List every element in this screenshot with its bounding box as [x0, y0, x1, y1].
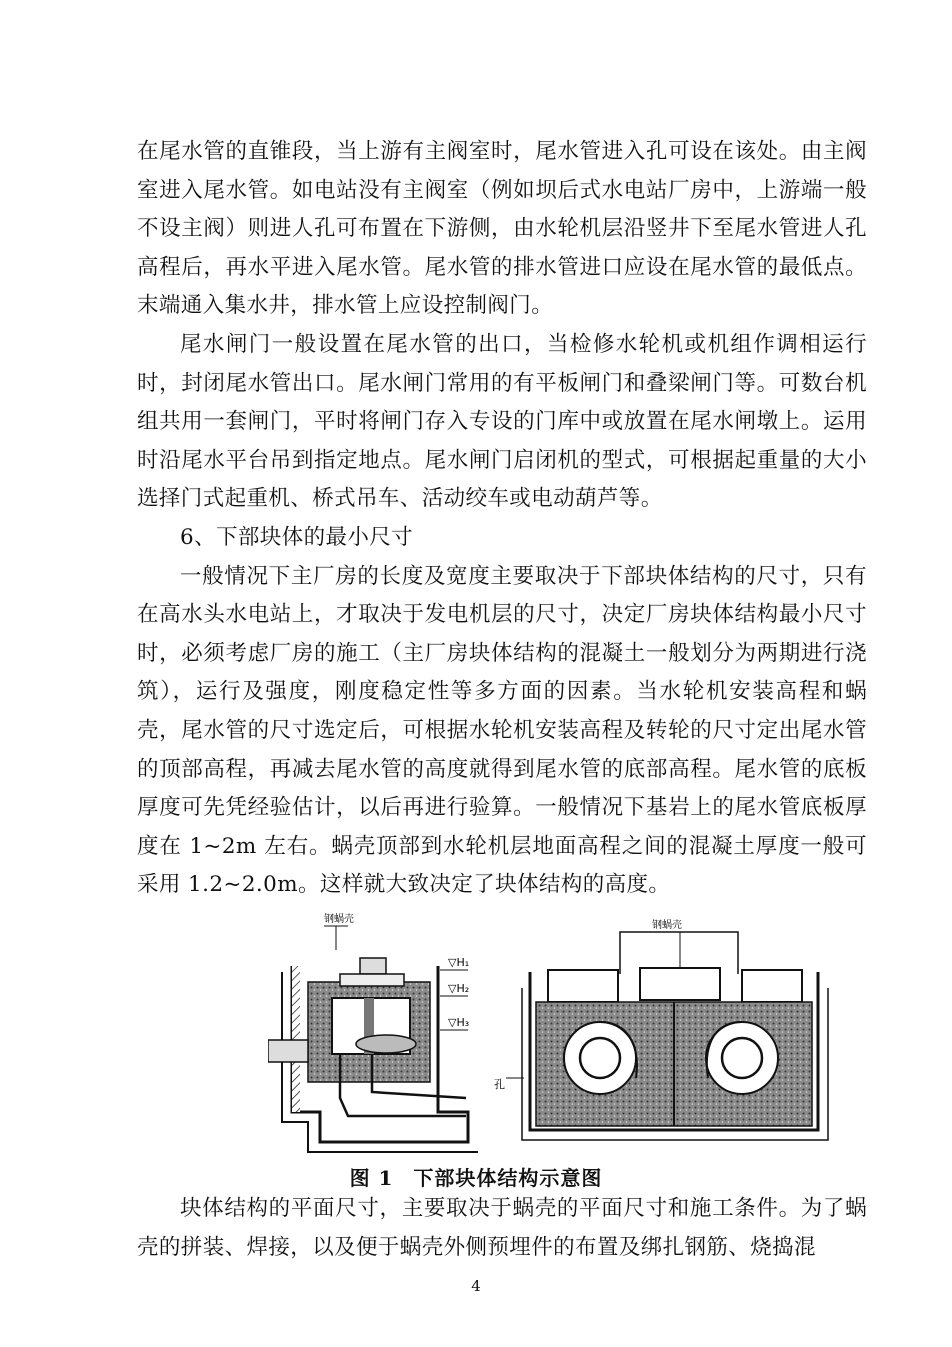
substructure-diagram-svg [268, 902, 888, 1162]
body-text-bottom [137, 1190, 867, 1267]
paragraph-min-dimensions: 一般情况下主厂房的长度及宽度主要取决于下部块体结构的尺寸，只有在高水头水电站上，才取决于发电机层的尺寸，决定厂房块体结构最小尺寸时，必须考虑厂房的施工（主厂房块体结构的混凝土一般划分为两期进行浇筑），运行及强度，刚度稳定性等多方面的因素。当水轮机安装高程和蜗壳，尾水管的尺寸选定后，可根据水轮机安装高程及转轮的尺寸定出尾水管的顶部高程，再减去尾水管的高度就得到尾水管的底部高程。尾水管的底板厚度可先凭经验估计，以后再进行验算。一般情况下基岩上的尾水管底板厚度在 1~2m 左右。蜗壳顶部到水轮机层地面高程之间的混凝土厚度一般可采用 1.2~2.0m。这样就大致决定了块体结构的高度。 [137, 563, 867, 898]
paragraph-continuation: 在尾水管的直锥段，当上游有主阀室时，尾水管进入孔可设在该处。由主阀室进入尾水管。如电站没有主阀室（例如坝后式水电站厂房中，上游端一般不设主阀）则进人孔可布置在下游侧，由水轮机层沿竖井下至尾水管进人孔高程后，再水平进入尾水管。尾水管的排水管进口应设在尾水管的最低点。末端通入集水井，排水管上应设控制阀门。 [137, 139, 867, 319]
caption-text: 下部块体结构示意图 [413, 1166, 603, 1190]
paragraph-plan-dimensions: 块体结构的平面尺寸，主要取决于蜗壳的平面尺寸和施工条件。为了蜗壳的拼装、焊接，以及便于蜗壳外侧预埋件的布置及绑扎钢筋、烧捣混 [137, 1196, 867, 1260]
right-plan-drawing [494, 918, 828, 1140]
left-section-drawing [268, 912, 478, 1152]
right-label-text: 钢蜗壳 [652, 920, 682, 931]
spiral-case-left [564, 1022, 637, 1094]
body-text-top [137, 133, 867, 905]
caption-number: 图 1 [349, 1166, 394, 1190]
figure-caption [0, 1162, 952, 1191]
section-heading: 6、下部块体的最小尺寸 [180, 524, 414, 550]
elev-marker-3: ▽H₃ [448, 1016, 470, 1029]
left-label-text: 钢蜗壳 [324, 914, 354, 925]
page-number: 4 [471, 1277, 481, 1295]
elev-marker-2: ▽H₂ [448, 982, 470, 995]
elev-marker-1: ▽H₁ [448, 956, 470, 969]
side-label: 孔 [494, 1078, 505, 1091]
spiral-case-right [706, 1022, 778, 1094]
figure-substructure-diagram [268, 902, 888, 1162]
paragraph-tailwater-gate: 尾水闸门一般设置在尾水管的出口，当检修水轮机或机组作调相运行时，封闭尾水管出口。尾水闸门常用的有平板闸门和叠梁闸门等。可数台机组共用一套闸门，平时将闸门存入专设的门库中或放置在尾水闸墩上。运用时沿尾水平台吊到指定地点。尾水闸门启闭机的型式，可根据起重量的大小选择门式起重机、桥式吊车、活动绞车或电动葫芦等。 [137, 331, 867, 512]
